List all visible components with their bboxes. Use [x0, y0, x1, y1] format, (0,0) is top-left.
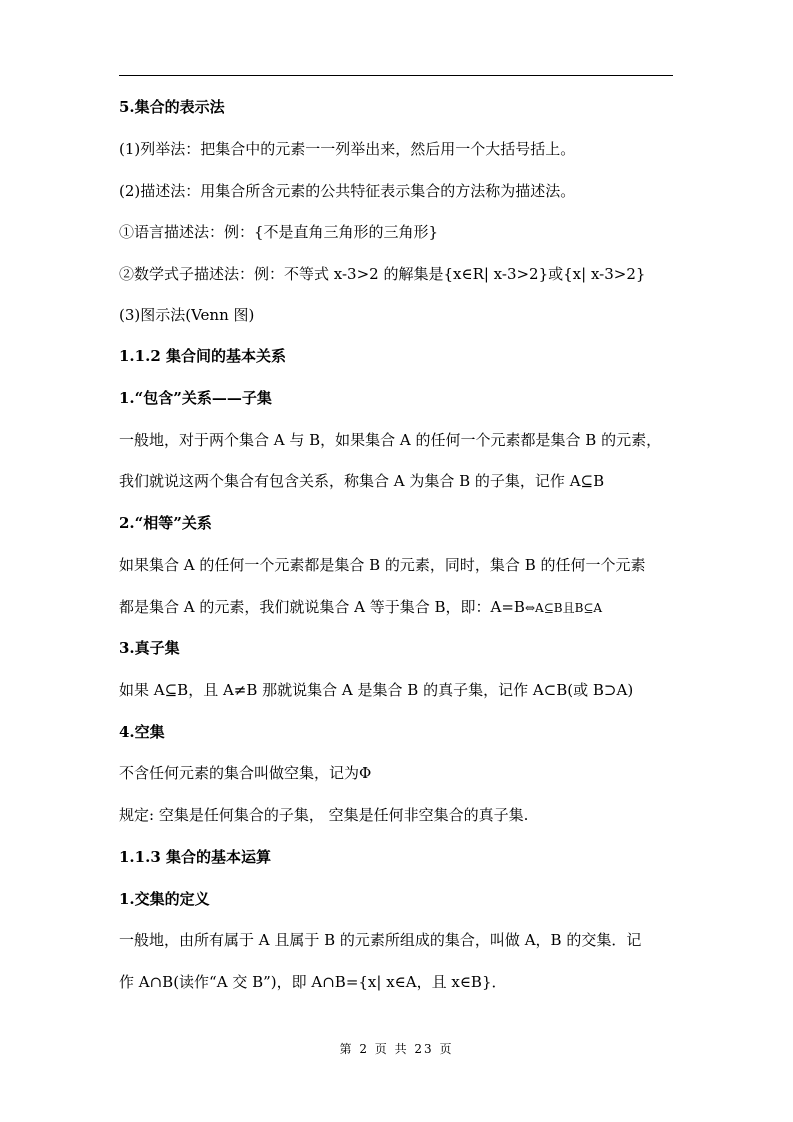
paragraph-math-description: ②数学式子描述法：例：不等式 x-3>2 的解集是{x∈R| x-3>2}或{x| x-3>2}: [119, 265, 646, 283]
paragraph-subset-1: 一般地，对于两个集合 A 与 B，如果集合 A 的任何一个元素都是集合 B 的元素，: [119, 431, 662, 449]
paragraph-empty-set-rule: 规定: 空集是任何集合的子集， 空集是任何非空集合的真子集.: [119, 806, 529, 824]
heading-empty-set: 4.空集: [119, 723, 165, 741]
heading-basic-relations: 1.1.2 集合间的基本关系: [119, 347, 286, 365]
equal-definition-text: 都是集合 A 的元素，我们就说集合 A 等于集合 B，即：A=B: [119, 598, 525, 616]
header-rule: [119, 75, 673, 76]
heading-intersection: 1.交集的定义: [119, 890, 210, 908]
equivalence-formula: ⇔A⊆B且B⊆A: [524, 601, 603, 615]
page-footer: 第 2 页 共 23 页: [339, 1042, 454, 1056]
paragraph-verbal-description: ①语言描述法：例：{不是直角三角形的三角形}: [119, 223, 439, 241]
paragraph-intersection-2: 作 A∩B(读作“A 交 B”)，即 A∩B={x| x∈A，且 x∈B}．: [119, 973, 507, 991]
paragraph-subset-2: 我们就说这两个集合有包含关系，称集合 A 为集合 B 的子集，记作 A⊆B: [119, 472, 605, 490]
paragraph-proper-subset: 如果 A⊆B，且 A≠B 那就说集合 A 是集合 B 的真子集，记作 A⊂B(或 B⊃A): [119, 681, 634, 699]
paragraph-description: (2)描述法：用集合所含元素的公共特征表示集合的方法称为描述法。: [119, 182, 576, 200]
paragraph-empty-set: 不含任何元素的集合叫做空集，记为Φ: [119, 764, 372, 782]
heading-basic-operations: 1.1.3 集合的基本运算: [119, 848, 271, 866]
heading-equal: 2.“相等”关系: [119, 514, 212, 532]
heading-proper-subset: 3.真子集: [119, 639, 180, 657]
paragraph-enumeration: (1)列举法：把集合中的元素一一列举出来，然后用一个大括号括上。: [119, 140, 576, 158]
paragraph-intersection-1: 一般地，由所有属于 A 且属于 B 的元素所组成的集合，叫做 A，B 的交集．记: [119, 931, 642, 949]
paragraph-venn: (3)图示法(Venn 图): [119, 306, 255, 324]
heading-representation-methods: 5.集合的表示法: [119, 98, 225, 116]
paragraph-equal-2: [119, 597, 679, 618]
heading-subset: 1.“包含”关系——子集: [119, 389, 272, 407]
paragraph-equal-1: 如果集合 A 的任何一个元素都是集合 B 的元素，同时，集合 B 的任何一个元素: [119, 556, 646, 574]
